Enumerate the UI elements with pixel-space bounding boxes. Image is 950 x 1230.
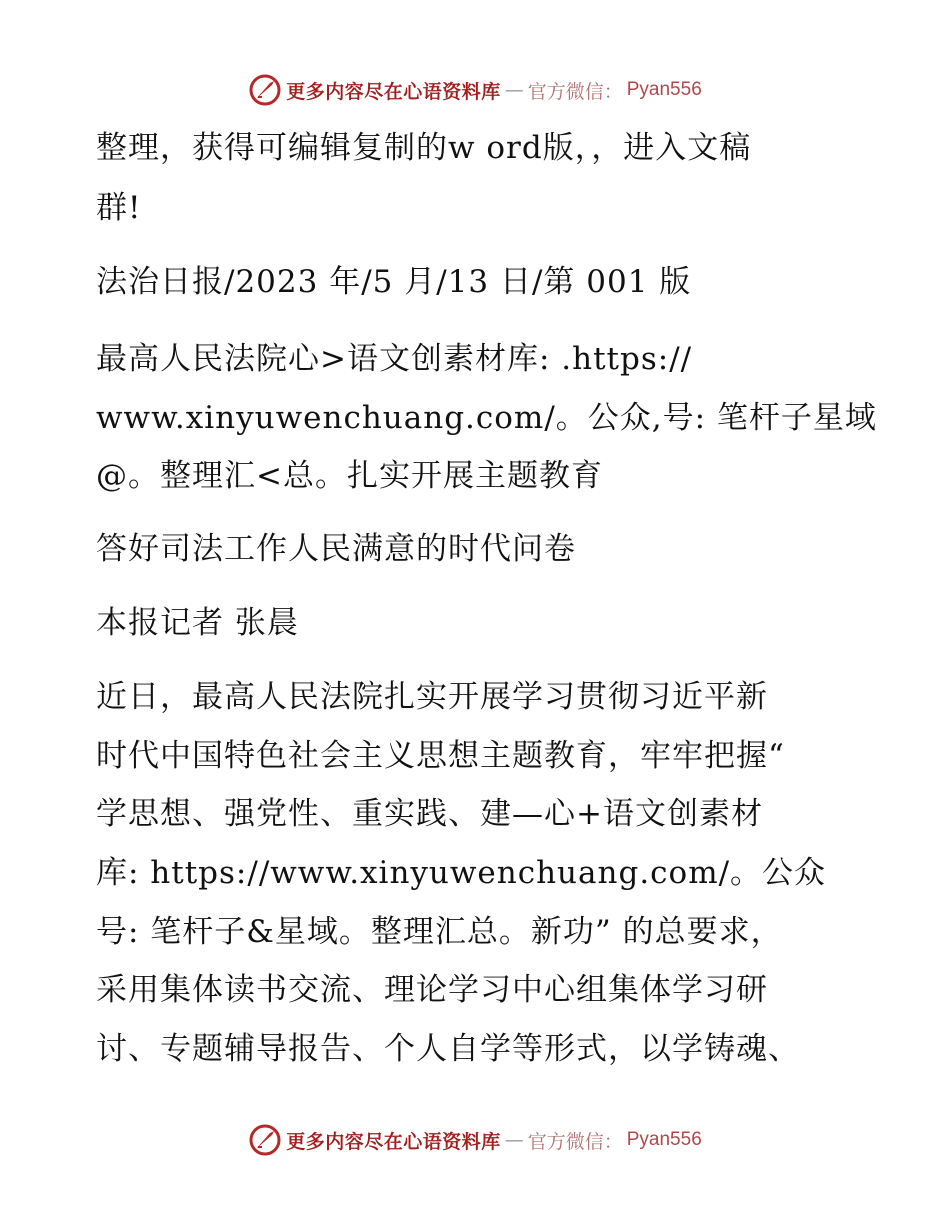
byline: 本报记者 张晨 [96, 605, 299, 641]
quill-seal-logo-icon [248, 73, 282, 107]
watermark-main-text: 更多内容尽在心语资料库 [286, 1130, 501, 1153]
body-line: 时代中国特色社会主义思想主题教育，牢牢把握“ [96, 738, 785, 774]
footer-watermark [0, 1120, 950, 1160]
body-line: 群! [96, 190, 142, 226]
body-line: 采用集体读书交流、理论学习中心组集体学习研 [96, 972, 768, 1008]
body-line: 讨、专题辅导报告、个人自学等形式，以学铸魂、 [96, 1031, 800, 1067]
watermark-wechat-id: Pyan556 [626, 1129, 702, 1150]
article-title: 答好司法工作人民满意的时代问卷 [96, 531, 576, 567]
body-line: 号: 笔杆子&星域。整理汇总。新功” 的总要求， [96, 914, 783, 950]
body-line: 最高人民法院心>语文创素材库: .https:// [96, 341, 693, 377]
body-line: 整理，获得可编辑复制的w ord版，，进入文稿 [96, 130, 752, 166]
dateline: 法治日报/2023 年/5 月/13 日/第 001 版 [96, 264, 692, 300]
watermark-sub-text: 官方微信： [527, 80, 623, 103]
quill-seal-logo-icon [248, 1123, 282, 1157]
body-line: www.xinyuwenchuang.com/。公众,号: 笔杆子星域 [96, 400, 877, 436]
header-watermark [0, 70, 950, 110]
body-line: 学思想、强党性、重实践、建—心+语文创素材 [96, 796, 763, 832]
watermark-dash: — [504, 1129, 524, 1151]
watermark-wechat-id: Pyan556 [626, 79, 702, 100]
body-line: 近日，最高人民法院扎实开展学习贯彻习近平新 [96, 679, 768, 715]
watermark-sub-text: 官方微信： [527, 1130, 623, 1153]
watermark-main-text: 更多内容尽在心语资料库 [286, 80, 501, 103]
watermark-dash: — [504, 79, 524, 101]
body-line: @。整理汇<总。扎实开展主题教育 [96, 458, 603, 494]
body-line: 库: https://www.xinyuwenchuang.com/。公众 [96, 855, 827, 891]
